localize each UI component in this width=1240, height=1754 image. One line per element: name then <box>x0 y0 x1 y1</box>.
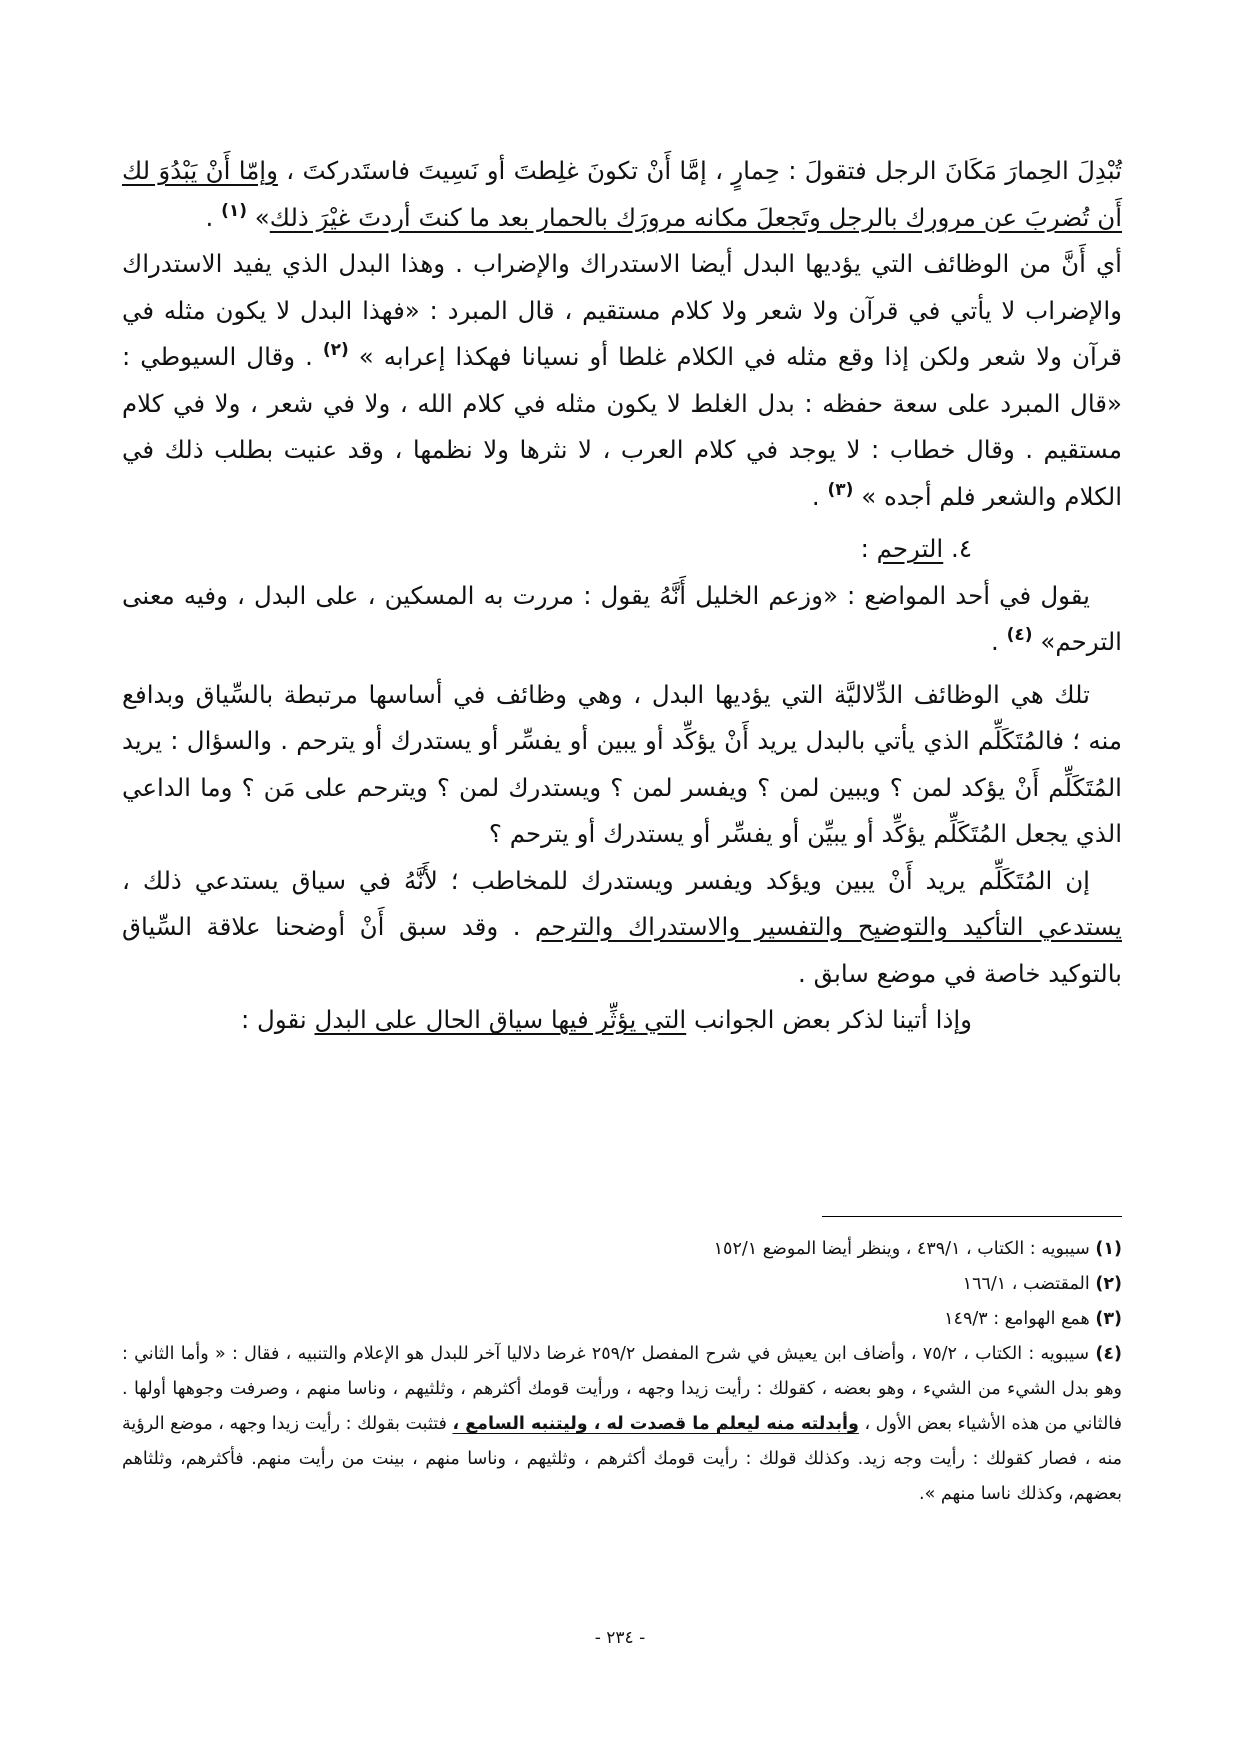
heading-label: الترحم <box>876 534 944 563</box>
footnotes <box>122 1232 1122 1512</box>
paragraph-istidrak: أي أَنَّ من الوظائف التي يؤديها البدل أيضا الاستدراك والإضراب . وهذا البدل الذي يفيد الاستدراك والإضراب لا يأتي في قرآن ولا شعر ولا كلام مستقيم ، قال المبرد : «فهذا البدل لا يكون مثله في قرآن ولا شعر ولكن إذا وقع مثله في الكلام غلطا أو نسيانا فهكذا إعرابه » $^{(٢)}$ . وقال السيوطي : «قال المبرد على سعة حفظه : بدل الغلط لا يكون مثله في كلام الله ، ولا في شعر ، ولا في كلام مستقيم . وقال خطاب : لا يوجد في كلام العرب ، لا نثرها ولا نظمها ، وقد عنيت بطلب ذلك في الكلام والشعر فلم أجده » $^{(٣)}$ . <box>122 249 1122 511</box>
underlined-phrase: التي يؤثِّر فيها سياق الحال على البدل <box>314 1005 687 1034</box>
paragraph-conclusion: وإذا أتينا لذكر بعض الجوانب التي يؤثِّر فيها سياق الحال على البدل نقول : <box>241 1005 972 1034</box>
paragraph-speaker-context: إن المُتَكَلِّم يريد أَنْ يبين ويؤكد ويفسر ويستدرك للمخاطب ؛ لأَنَّهُ في سياق يستدعي ذلك ، يستدعي التأكيد والتوضيح والتفسير والاستدراك والترحم . وقد سبق أَنْ أوضحنا علاقة السِّياق بالتوكيد خاصة في موضع سابق . <box>122 865 1122 988</box>
section-heading-tarahhum: ٤. الترحم : <box>860 534 972 563</box>
footnote-3: (٣) همع الهوامع : ١٤٩/٣ <box>944 1309 1122 1329</box>
footnote-ref-3[interactable]: (٣) <box>827 479 854 500</box>
underlined-phrase: يستدعي التأكيد والتوضيح والتفسير والاستدراك والترحم <box>535 912 1122 941</box>
footnote-4: (٤) سيبويه : الكتاب ، ٧٥/٢ ، وأضاف ابن يعيش في شرح المفصل ٢٥٩/٢ غرضا دلاليا آخر للبدل هو الإعلام والتنبيه ، فقال : « وأما الثاني : وهو بدل الشيء من الشيء ، وهو بعضه ، كقولك : رأيت زيدا وجهه ، ورأيت قومك أكثرهم ، وثلثيهم ، وناسا منهم ، وصرفت وجوهها أولها . فالثاني من هذه الأشياء بعض الأول ، وأبدلته منه ليعلم ما قصدت له ، وليتنبه السامع ، فتثبت بقولك : رأيت زيدا وجهه ، موضع الرؤية منه ، فصار كقولك : رأيت وجه زيد. وكذلك قولك : رأيت قومك أكثرهم ، وثلثيهم ، وناسا منهم ، بينت من رأيت منهم. فأكثرهم، وثلثاهم بعضهم، وكذلك ناسا منهم ». <box>122 1344 1123 1504</box>
footnote-ref-2[interactable]: (٢) <box>322 340 349 360</box>
footnote-ref-1[interactable]: (١) <box>221 200 248 221</box>
footnote-2: (٢) المقتضب ، ١٦٦/١ <box>962 1274 1122 1294</box>
footnote-ref-4[interactable]: (٤) <box>1006 625 1033 645</box>
footnote-separator <box>822 1216 1122 1217</box>
paragraph-functions-summary: تلك هي الوظائف الدِّلاليَّة التي يؤديها البدل ، وهي وظائف في أساسها مرتبطة بالسِّياق وبدافع منه ؛ فالمُتَكَلِّم الذي يأتي بالبدل يريد أَنْ يؤكِّد أو يبين أو يفسِّر أو يستدرك أو يترحم . والسؤال : يريد المُتَكَلِّم أَنْ يؤكد لمن ؟ ويبين لمن ؟ ويفسر لمن ؟ ويستدرك لمن ؟ ويترحم على مَن ؟ وما الداعي الذي يجعل المُتَكَلِّم يؤكِّد أو يبيِّن أو يفسِّر أو يستدرك أو يترحم ؟ <box>122 679 1122 848</box>
underlined-phrase: وإمّا أَنْ يَبْدُوَ لك أَن تُضربَ عن مرورك بالرجل وتَجعلَ مكانه مرورَك بالحمار بعد ما كنتَ أردتَ غيْرَ ذلك <box>122 156 1122 232</box>
paragraph-badal-ghalat: تُبْدِلَ الحِمارَ مَكَانَ الرجل فتقولَ : حِمارٍ ، إمَّا أَنْ تكونَ غلِطتَ أو نَسِيتَ فاستَدركتَ ، وإمّا أَنْ يَبْدُوَ لك أَن تُضربَ عن مرورك بالرجل وتَجعلَ مكانه مرورَك بالحمار بعد ما كنتَ أردتَ غيْرَ ذلك» $^{(١)}$ . <box>122 156 1122 232</box>
footnote-1: (١) سيبويه : الكتاب ، ٤٣٩/١ ، وينظر أيضا الموضع ١٥٢/١ <box>713 1239 1122 1259</box>
bold-underlined-phrase: وأبدلته منه ليعلم ما قصدت له ، وليتنبه السامع ، <box>452 1414 859 1434</box>
main-text <box>122 148 1122 1044</box>
paragraph-khalil: يقول في أحد المواضع : «وزعم الخليل أَنَّهُ يقول : مررت به المسكين ، على البدل ، وفيه معنى الترحم» $^{(٤)}$ . <box>122 580 1122 656</box>
page-number: - ٢٣٤ - <box>594 1628 646 1648</box>
